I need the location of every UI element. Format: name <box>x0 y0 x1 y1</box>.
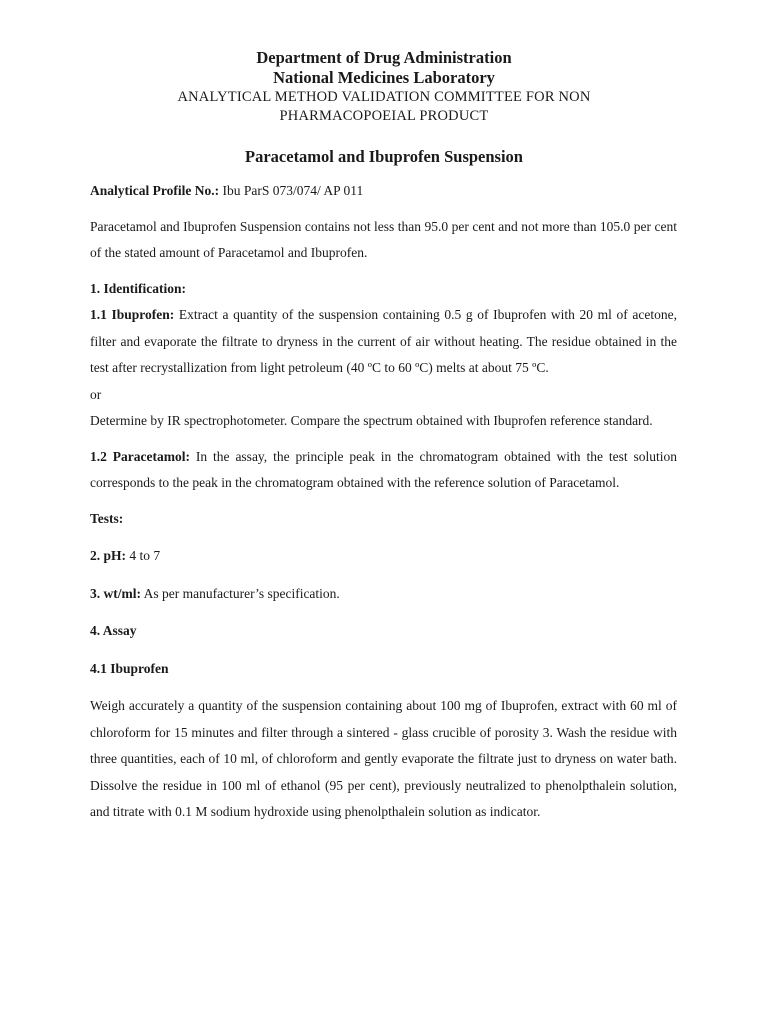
paracetamol-identification <box>90 444 677 497</box>
profile-label: Analytical Profile No.: <box>90 183 220 198</box>
identification-heading: 1. Identification: <box>90 280 186 296</box>
assay-ibuprofen-heading: 4.1 Ibuprofen <box>90 660 169 676</box>
paracetamol-label: 1.2 Paracetamol: <box>90 448 190 464</box>
ph-value: 4 to 7 <box>126 548 161 563</box>
laboratory-name: National Medicines Laboratory <box>273 68 495 87</box>
intro-paragraph: Paracetamol and Ibuprofen Suspension contains not less than 95.0 per cent and not more than 105.0 per cent of the stated amount of Paracetamol and Ibuprofen. <box>90 218 677 260</box>
wt-ml-label: 3. wt/ml: <box>90 585 141 601</box>
analytical-profile <box>90 178 677 205</box>
wt-ml-test <box>90 581 677 608</box>
ir-paragraph: Determine by IR spectrophotometer. Compare the spectrum obtained with Ibuprofen reference standard. <box>90 413 653 428</box>
ibuprofen-text: Extract a quantity of the suspension containing 0.5 g of Ibuprofen with 20 ml of acetone, filter and evaporate the filtrate to dryness in the current of air without heating. The residue obtained in the test after recrystallization from light petroleum (40 ºC to 60 ºC) melts at about 75 ºC. <box>90 307 677 375</box>
assay-heading: 4. Assay <box>90 623 137 638</box>
document-title: Paracetamol and Ibuprofen Suspension <box>245 147 523 166</box>
or-text: or <box>90 386 102 402</box>
paracetamol-text: In the assay, the principle peak in the chromatogram obtained with the test solution corresponds to the peak in the chromatogram obtained with the reference solution of Paracetamol. <box>90 448 677 490</box>
ibuprofen-identification <box>90 302 677 382</box>
committee-line-1: ANALYTICAL METHOD VALIDATION COMMITTEE FOR NON <box>177 89 591 105</box>
document-header <box>0 48 768 126</box>
wt-ml-value: As per manufacturer’s specification. <box>141 585 340 601</box>
ph-test <box>90 543 677 570</box>
document-body <box>90 178 677 826</box>
ibuprofen-label: 1.1 Ibuprofen: <box>90 307 175 322</box>
tests-heading: Tests: <box>90 510 124 526</box>
committee-line-2: PHARMACOPOEIAL PRODUCT <box>279 108 489 124</box>
profile-value: Ibu ParS 073/074/ AP 011 <box>219 183 364 198</box>
assay-paragraph: Weigh accurately a quantity of the suspension containing about 100 mg of Ibuprofen, extract with 60 ml of chloroform for 15 minutes and filter through a sintered - glass crucible of porosity 3. Wash the residue with three quantities, each of 10 ml, of chloroform and gently evaporate the filtrate just to dryness on water bath. Dissolve the residue in 100 ml of ethanol (95 per cent), previously neutralized to phenolpthalein solution, and titrate with 0.1 M sodium hydroxide using phenolpthalein solution as indicator. <box>90 698 677 819</box>
department-name: Department of Drug Administration <box>256 48 512 67</box>
ph-label: 2. pH: <box>90 548 127 563</box>
